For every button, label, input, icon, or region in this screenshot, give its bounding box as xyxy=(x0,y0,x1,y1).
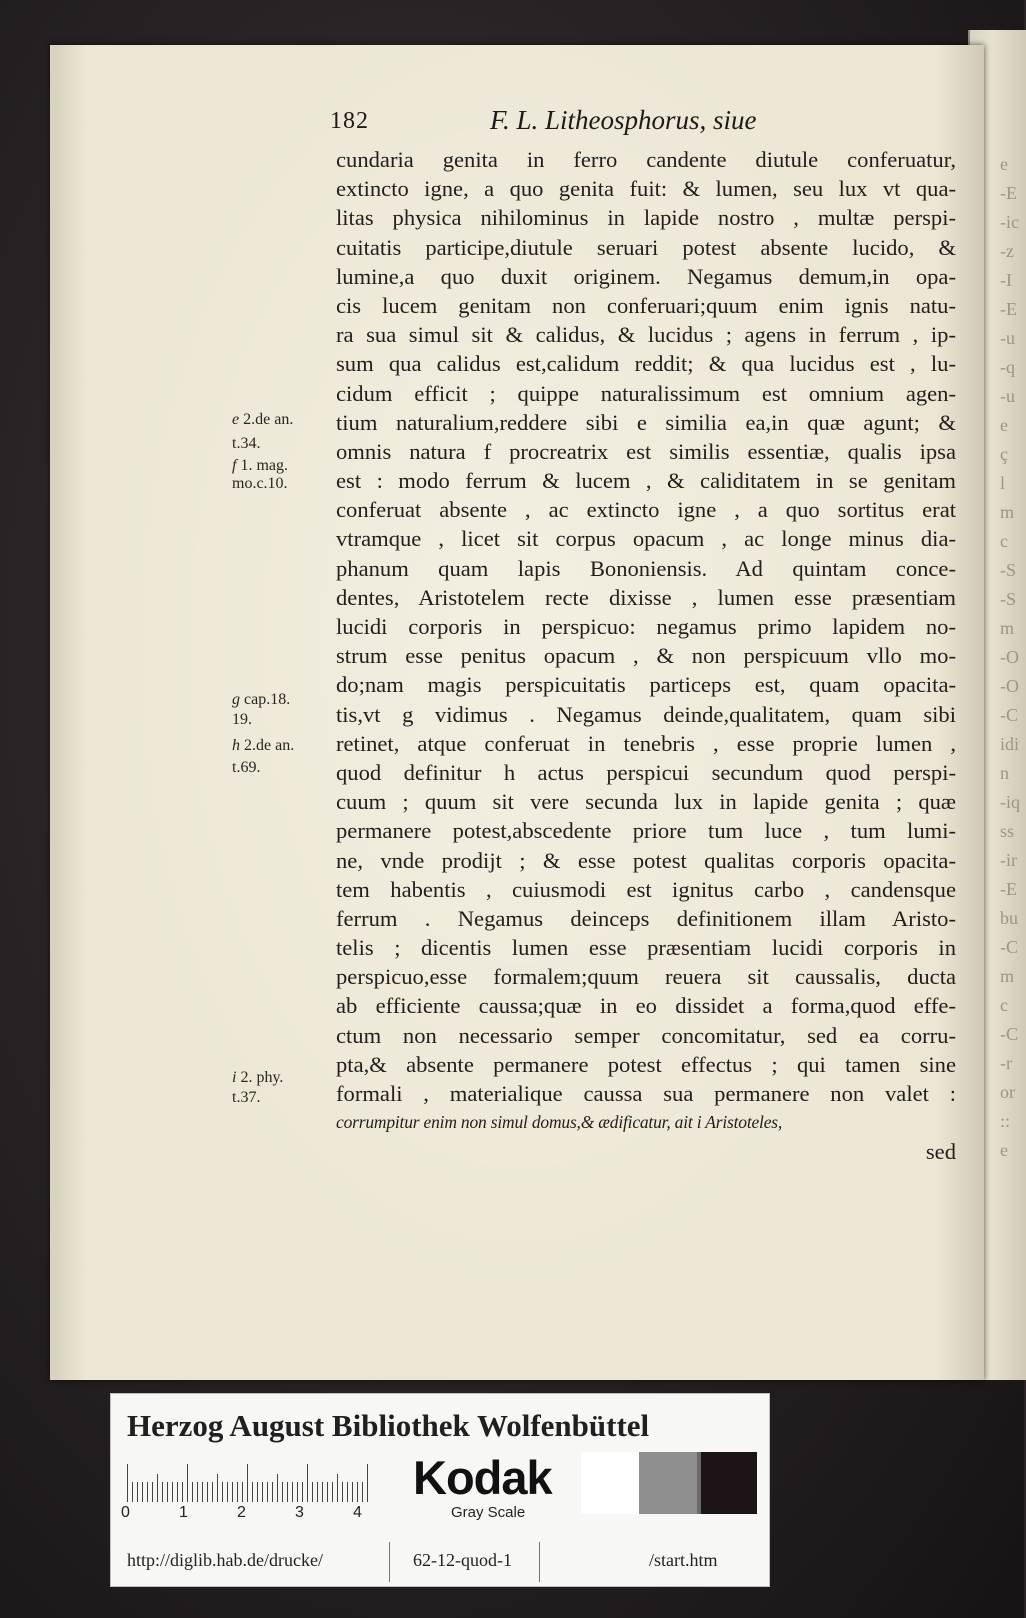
url-divider xyxy=(539,1542,540,1582)
body-line: conferuat absente , ac extincto igne , a quo sortitus erat xyxy=(336,497,956,523)
body-line: litas physica nihilominus in lapide nostro , multæ perspi- xyxy=(336,205,956,231)
margin-note-mark: e xyxy=(232,411,244,428)
ruler-tick xyxy=(357,1482,358,1502)
bleed-fragment: c xyxy=(1000,995,1008,1015)
ruler-tick xyxy=(237,1482,238,1502)
ruler-tick xyxy=(152,1482,153,1502)
ruler-numbers xyxy=(121,1504,381,1526)
body-line: pta,& absente permanere potest effectus ; qui tamen sine xyxy=(336,1051,956,1077)
ruler-tick xyxy=(282,1482,283,1502)
bleed-fragment: -I xyxy=(1000,270,1012,290)
ruler-tick xyxy=(347,1482,348,1502)
body-line: lumine,a quo duxit originem. Negamus demum,in opa- xyxy=(336,263,956,289)
ruler-tick xyxy=(137,1482,138,1502)
ruler-tick xyxy=(242,1482,243,1502)
body-text xyxy=(336,145,956,1167)
margin-note-text: 2.de an. xyxy=(243,411,294,428)
body-line: formali , materialique caussa sua permanere non valet : xyxy=(336,1081,956,1106)
body-line: permanere potest,abscedente priore tum luce , tum lumi- xyxy=(336,818,956,844)
body-line: quod definitur h actus perspicui secundum quod perspi- xyxy=(336,759,956,785)
body-line: phanum quam lapis Bononiensis. Ad quintam conce- xyxy=(336,555,956,581)
bleed-fragment: -S xyxy=(1000,560,1017,580)
body-line: retinet, atque conferuat in tenebris , esse proprie lumen , xyxy=(336,730,956,756)
body-line: ra sua simul sit & calidus, & lucidus ; agens in ferrum , ip- xyxy=(336,322,956,348)
bleed-fragment: e xyxy=(1000,415,1008,435)
bleed-fragment: -C xyxy=(1000,705,1018,725)
ruler-tick xyxy=(342,1482,343,1502)
ruler-number: 4 xyxy=(353,1504,362,1521)
url-divider xyxy=(389,1542,390,1582)
ruler-tick xyxy=(217,1474,218,1502)
margin-note-mark: f xyxy=(232,457,241,474)
body-line: corrumpitur enim non simul domus,& ædificatur, ait i Aristoteles, xyxy=(336,1112,783,1133)
body-line: ab efficiente caussa;quæ in eo dissidet a forma,quod effe- xyxy=(336,993,956,1019)
ruler-tick xyxy=(162,1482,163,1502)
shelfmark: 62-12-quod-1 xyxy=(413,1550,512,1570)
margin-note xyxy=(232,690,290,709)
body-line: cundaria genita in ferro candente diutule conferuatur, xyxy=(336,147,956,172)
ruler-tick xyxy=(167,1482,168,1502)
margin-note xyxy=(232,736,294,755)
ruler-number: 0 xyxy=(121,1504,130,1521)
bleed-fragment: e xyxy=(1000,154,1008,174)
ruler-tick xyxy=(257,1482,258,1502)
margin-note xyxy=(232,474,288,493)
body-line: perspicuo,esse formalem;quum reuera sit caussalis, ducta xyxy=(336,964,956,990)
body-line: sum qua calidus est,calidum reddit; & qua lucidus est , lu- xyxy=(336,351,956,377)
margin-note-text: 1. mag. xyxy=(240,457,288,474)
margin-note-mark: g xyxy=(232,691,244,708)
body-line: cuum ; quum sit vere secunda lux in lapide genita ; quæ xyxy=(336,789,956,815)
body-line: ctum non necessario semper concomitatur, sed ea corru- xyxy=(336,1022,956,1048)
ruler-tick xyxy=(362,1482,363,1502)
ruler-tick xyxy=(332,1482,333,1502)
bleed-fragment: -r xyxy=(1000,1053,1012,1073)
ruler-tick xyxy=(312,1482,313,1502)
bleed-fragment: -ir xyxy=(1000,850,1017,870)
ruler-number: 2 xyxy=(237,1504,246,1521)
bleed-fragment: -O xyxy=(1000,676,1019,696)
body-line: lucidi corporis in perspicuo: negamus primo lapidem no- xyxy=(336,614,956,639)
url-base: http://diglib.hab.de/drucke/ xyxy=(127,1550,323,1570)
bleed-fragment: -u xyxy=(1000,386,1015,406)
margin-note xyxy=(232,1068,283,1087)
body-line: ferrum . Negamus deinceps definitionem illam Aristo- xyxy=(336,905,956,931)
margin-note xyxy=(232,456,288,475)
bleed-fragment: -S xyxy=(1000,589,1017,609)
ruler-tick xyxy=(317,1482,318,1502)
ruler-tick xyxy=(127,1464,128,1502)
body-line: est : modo ferrum & lucem , & caliditatem in se genitam xyxy=(336,468,956,494)
bleed-fragment: ss xyxy=(1000,821,1015,841)
body-line: vtramque , licet sit corpus opacum , ac longe minus dia- xyxy=(336,526,956,552)
body-line: telis ; dicentis lumen esse præsentiam lucidi corporis in xyxy=(336,935,956,961)
ruler-tick xyxy=(187,1464,188,1502)
bleed-fragment: :: xyxy=(1000,1111,1011,1131)
body-line: ne, vnde prodijt ; & esse potest qualitas corporis opacita- xyxy=(336,847,956,873)
bleed-fragment: -O xyxy=(1000,647,1019,667)
margin-note xyxy=(232,434,260,453)
ruler-tick xyxy=(327,1482,328,1502)
ruler-tick xyxy=(297,1482,298,1502)
margin-note-text: mo.c.10. xyxy=(232,475,288,492)
ruler-tick xyxy=(142,1482,143,1502)
reference-card xyxy=(110,1393,770,1587)
bleed-fragment: m xyxy=(1000,618,1015,638)
gray-scale-patches xyxy=(581,1452,757,1514)
bleed-fragment: -E xyxy=(1000,299,1017,319)
page-header xyxy=(330,105,790,142)
bleed-fragment: e xyxy=(1000,1140,1008,1160)
bleed-fragment: l xyxy=(1000,473,1006,493)
margin-note xyxy=(232,758,260,777)
ruler-tick xyxy=(262,1482,263,1502)
url-tail: /start.htm xyxy=(649,1550,718,1570)
ruler-tick xyxy=(147,1482,148,1502)
body-line: tium naturalium,reddere sibi e similia ea,in quæ agunt; & xyxy=(336,409,956,435)
ruler-tick xyxy=(202,1482,203,1502)
ruler-tick xyxy=(227,1482,228,1502)
body-line: sed xyxy=(925,1139,956,1165)
body-line: tem habentis , cuiusmodi est ignitus carbo , candensque xyxy=(336,876,956,902)
margin-note-mark: h xyxy=(232,737,244,754)
bleed-fragment: c xyxy=(1000,531,1008,551)
margin-note xyxy=(232,710,252,729)
ruler-number: 1 xyxy=(179,1504,188,1521)
margin-note-text: 2.de an. xyxy=(244,737,295,754)
ruler-tick xyxy=(267,1482,268,1502)
ruler-tick xyxy=(302,1482,303,1502)
bleed-fragment: -iq xyxy=(1000,792,1020,812)
bleed-fragment: -E xyxy=(1000,183,1017,203)
bleed-fragment: bu xyxy=(1000,908,1018,928)
ruler-tick xyxy=(292,1482,293,1502)
body-line: cuitatis participe,diutule seruari potest absente lucido, & xyxy=(336,234,956,260)
ruler-tick xyxy=(277,1474,278,1502)
ruler-tick xyxy=(207,1482,208,1502)
ruler-tick xyxy=(132,1482,133,1502)
ruler-tick xyxy=(157,1474,158,1502)
bleed-fragment: n xyxy=(1000,763,1009,783)
bleed-fragment: ç xyxy=(1000,444,1008,464)
ruler-tick xyxy=(322,1482,323,1502)
margin-note-text: cap.18. xyxy=(244,691,291,708)
ruler-tick xyxy=(272,1482,273,1502)
bleed-fragment: m xyxy=(1000,966,1015,986)
body-line: do;nam magis perspicuitatis particeps est, quam opacita- xyxy=(336,672,956,698)
bleed-fragment: m xyxy=(1000,502,1015,522)
margin-note-text: t.69. xyxy=(232,759,261,776)
margin-note-mark: i xyxy=(232,1069,241,1086)
bleed-fragment: -z xyxy=(1000,241,1014,261)
gray-scale-label: Gray Scale xyxy=(451,1504,526,1521)
ruler-tick xyxy=(197,1482,198,1502)
ruler-tick xyxy=(192,1482,193,1502)
margin-note-text: t.37. xyxy=(232,1089,261,1106)
margin-note-text: 2. phy. xyxy=(240,1069,284,1086)
body-line: cis lucem genitam non conferuari;quum enim ignis natu- xyxy=(336,292,956,318)
bleed-fragment: -ic xyxy=(1000,212,1019,232)
bleed-fragment: -E xyxy=(1000,879,1017,899)
gray-patch xyxy=(639,1452,697,1514)
ruler-tick xyxy=(287,1482,288,1502)
ruler-tick xyxy=(177,1482,178,1502)
ruler-tick xyxy=(172,1482,173,1502)
ruler-number: 3 xyxy=(295,1504,304,1521)
ruler-tick xyxy=(182,1482,183,1502)
ruler-tick xyxy=(252,1482,253,1502)
ruler-tick xyxy=(232,1482,233,1502)
ruler-tick xyxy=(367,1464,368,1502)
kodak-logo: Kodak xyxy=(413,1451,552,1504)
page-number: 182 xyxy=(330,108,369,134)
body-line: tis,vt g vidimus . Negamus deinde,qualitatem, quam sibi xyxy=(336,701,956,727)
ruler-scale xyxy=(127,1462,367,1502)
ruler-tick xyxy=(212,1482,213,1502)
body-line: strum esse penitus opacum , & non perspicuum vllo mo- xyxy=(336,643,956,669)
ruler-tick xyxy=(307,1464,308,1502)
bleed-fragment: -u xyxy=(1000,328,1015,348)
body-line: cidum efficit ; quippe naturalissimum est omnium agen- xyxy=(336,380,956,406)
url-row xyxy=(127,1550,757,1576)
ruler-tick xyxy=(352,1482,353,1502)
bleed-fragment: -C xyxy=(1000,1024,1018,1044)
margin-note-text: t.34. xyxy=(232,435,261,452)
margin-note xyxy=(232,410,293,429)
body-line: dentes, Aristotelem recte dixisse , lumen esse præsentiam xyxy=(336,584,956,610)
margin-note xyxy=(232,1088,260,1107)
gray-patch xyxy=(581,1452,639,1514)
bleed-fragment: idi xyxy=(1000,734,1020,754)
institution-name: Herzog August Bibliothek Wolfenbüttel xyxy=(127,1408,650,1443)
ruler-tick xyxy=(337,1474,338,1502)
ruler-tick xyxy=(247,1464,248,1502)
gray-patch xyxy=(701,1452,757,1514)
body-line: omnis natura f procreatrix est similis essentiæ, qualis ipsa xyxy=(336,438,956,464)
margin-note-text: 19. xyxy=(232,711,252,728)
body-line: extincto igne, a quo genita fuit: & lumen, seu lux vt qua- xyxy=(336,176,956,202)
running-title: F. L. Litheosphorus, siue xyxy=(490,105,757,135)
bleed-fragment: -q xyxy=(1000,357,1015,377)
bleed-fragment: -C xyxy=(1000,937,1018,957)
ruler-tick xyxy=(222,1482,223,1502)
bleed-fragment: or xyxy=(1000,1082,1015,1102)
facing-page-bleed-text xyxy=(1000,150,1024,1160)
